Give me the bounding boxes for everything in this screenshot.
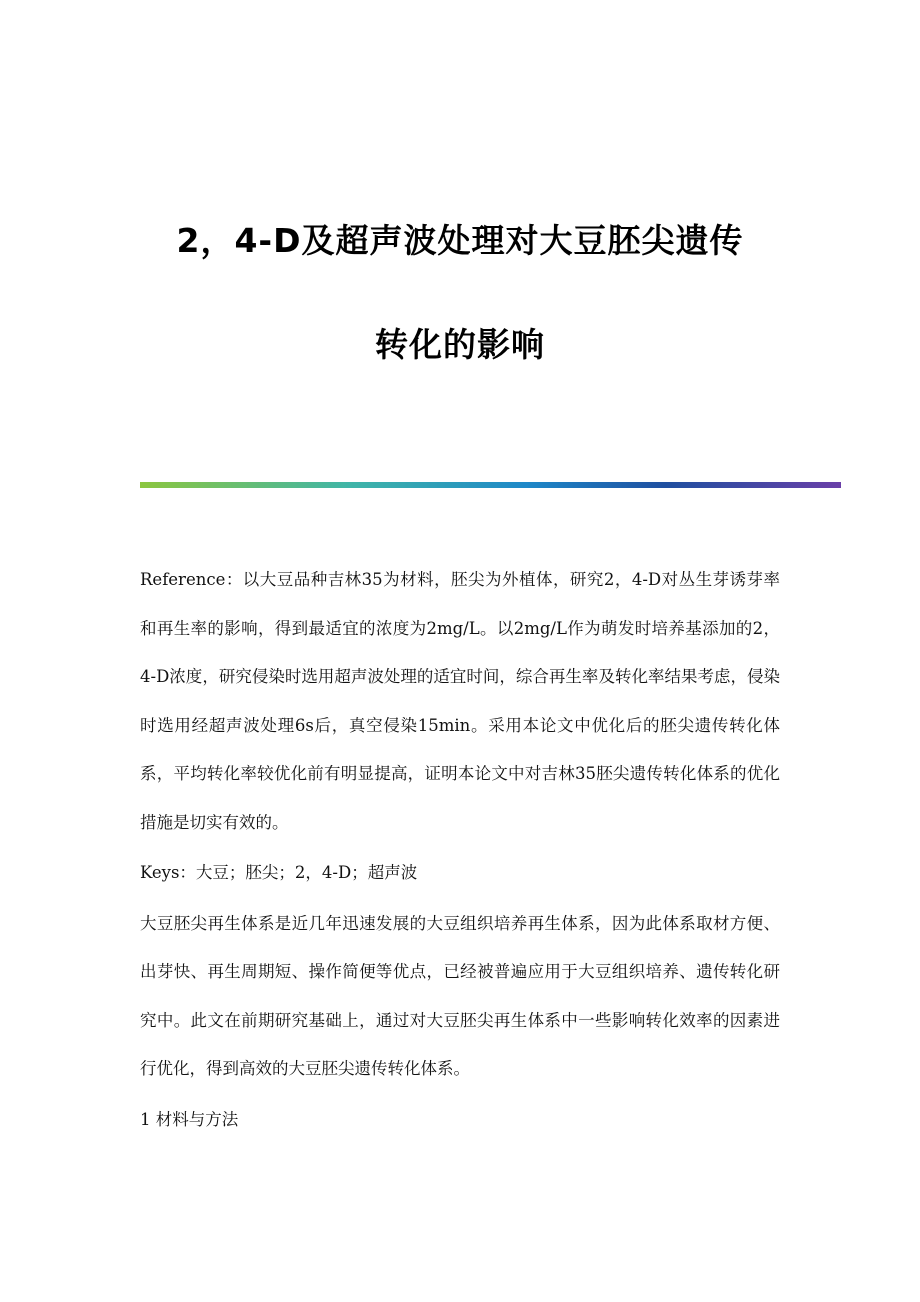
keywords-paragraph: Keys：大豆；胚尖；2，4-D；超声波 — [140, 863, 418, 882]
abstract-paragraph: Reference：以大豆品种吉林35为材料，胚尖为外植体，研究2，4-D对丛生芽诱芽率和再生率的影响，得到最适宜的浓度为2mg/L。以2mg/L作为萌发时培养基添加的2，4-D浓度，研究侵染时选用超声波处理的适宜时间，综合再生率及转化率结果考虑，侵染时选用经超声波处理6s后，真空侵染15min。采用本论文中优化后的胚尖遗传转化体系，平均转化率较优化前有明显提高，证明本论文中对吉林35胚尖遗传转化体系的优化措施是切实有效的。 — [140, 570, 780, 832]
title-line-2: 转化的影响 — [375, 325, 545, 364]
section-heading: 1 材料与方法 — [140, 1109, 239, 1129]
intro-paragraph: 大豆胚尖再生体系是近几年迅速发展的大豆组织培养再生体系，因为此体系取材方便、出芽快、再生周期短、操作简便等优点，已经被普遍应用于大豆组织培养、遗传转化研究中。此文在前期研究基础上，通过对大豆胚尖再生体系中一些影响转化效率的因素进行优化，得到高效的大豆胚尖遗传转化体系。 — [140, 913, 780, 1078]
title-divider — [140, 482, 841, 488]
title-line-1: 2，4-D及超声波处理对大豆胚尖遗传 — [176, 221, 744, 260]
document-title — [0, 212, 920, 374]
document-body — [140, 556, 780, 1144]
